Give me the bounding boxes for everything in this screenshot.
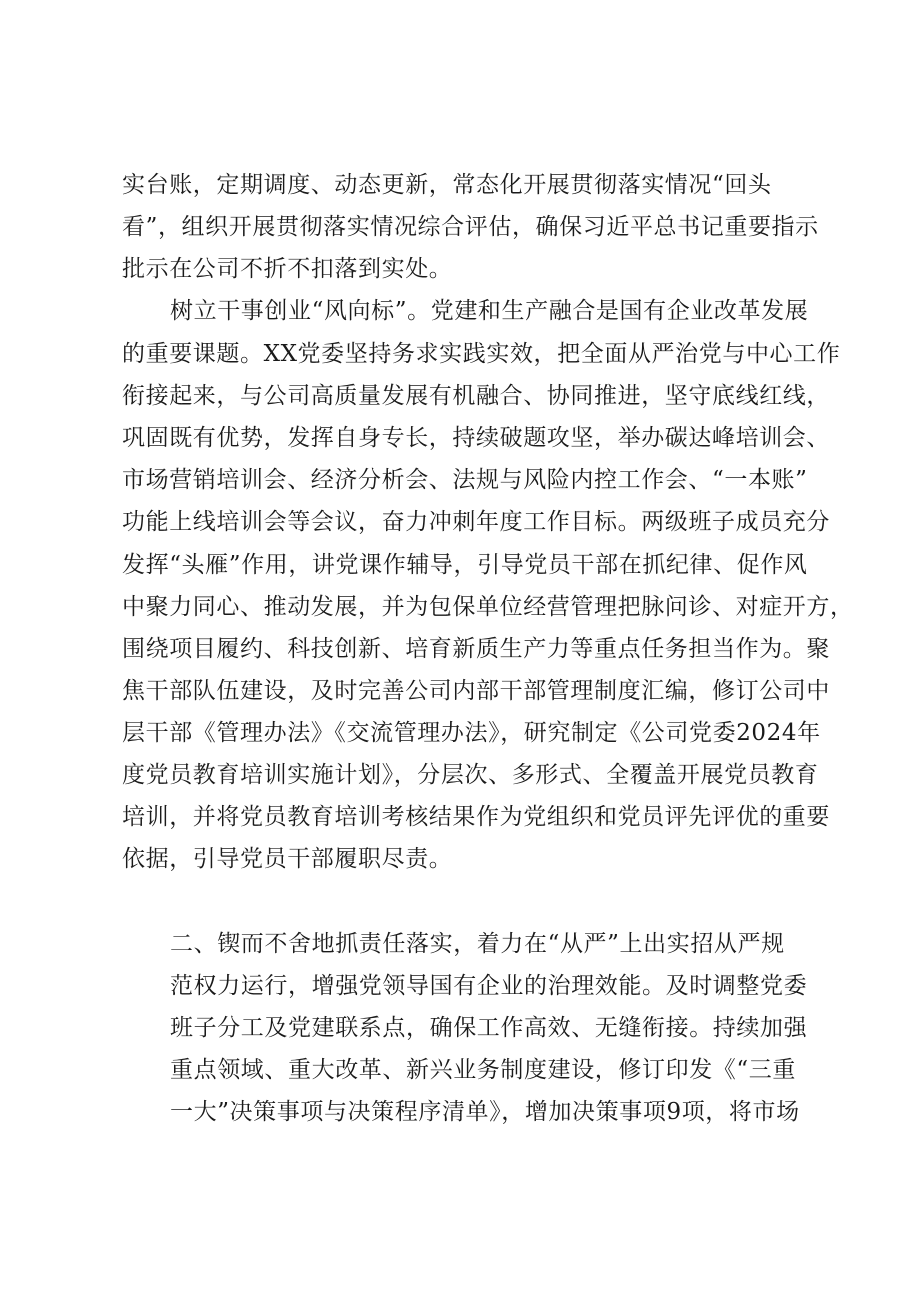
text-line: 功能上线培训会等会议，奋力冲刺年度工作目标。两级班子成员充分: [122, 509, 830, 535]
text-line: 焦干部队伍建设，及时完善公司内部干部管理制度汇编，修订公司中: [122, 678, 830, 704]
text-line: 班子分工及党建联系点，确保工作高效、无缝衔接。持续加强: [170, 1015, 808, 1041]
section-heading-line: 二、锲而不舍地抓责任落实，着力在“从严”上出实招从严规: [170, 931, 785, 957]
text-line: 范权力运行，增强党领导国有企业的治理效能。及时调整党委: [170, 973, 808, 999]
text-line: 发挥“头雁”作用，讲党课作辅导，引导党员干部在抓纪律、促作风: [122, 552, 808, 578]
text-line: 衔接起来，与公司高质量发展有机融合、协同推进，坚守底线红线，: [122, 383, 830, 409]
text-line: 市场营销培训会、经济分析会、法规与风险内控工作会、“一本账”: [122, 467, 808, 493]
text-line: 实台账，定期调度、动态更新，常态化开展贯彻落实情况“回头: [122, 172, 772, 198]
text-line: 巩固既有优势，发挥自身专长，持续破题攻坚，举办碳达峰培训会、: [122, 425, 830, 451]
text-line: 层干部《管理办法》《交流管理办法》，研究制定《公司党委2024年: [122, 720, 821, 746]
text-line: 看”，组织开展贯彻落实情况综合评估，确保习近平总书记重要指示: [122, 214, 819, 240]
text-line: 中聚力同心、推动发展，并为包保单位经营管理把脉问诊、对症开方，: [122, 594, 854, 620]
text-line: 树立干事创业“风向标”。党建和生产融合是国有企业改革发展: [170, 298, 809, 324]
text-line: 批示在公司不折不扣落到实处。: [122, 256, 453, 282]
text-line: 的重要课题。XX党委坚持务求实践实效，把全面从严治党与中心工作: [122, 341, 841, 367]
text-line: 培训，并将党员教育培训考核结果作为党组织和党员评先评优的重要: [122, 804, 830, 830]
text-line: 重点领域、重大改革、新兴业务制度建设，修订印发《“三重: [170, 1057, 796, 1083]
text-line: 依据，引导党员干部履职尽责。: [122, 846, 453, 872]
text-line: 度党员教育培训实施计划》，分层次、多形式、全覆盖开展党员教育: [122, 762, 819, 788]
text-line: 一大”决策事项与决策程序清单》，增加决策事项9项，将市场: [170, 1099, 800, 1125]
text-line: 围绕项目履约、科技创新、培育新质生产力等重点任务担当作为。聚: [122, 636, 830, 662]
